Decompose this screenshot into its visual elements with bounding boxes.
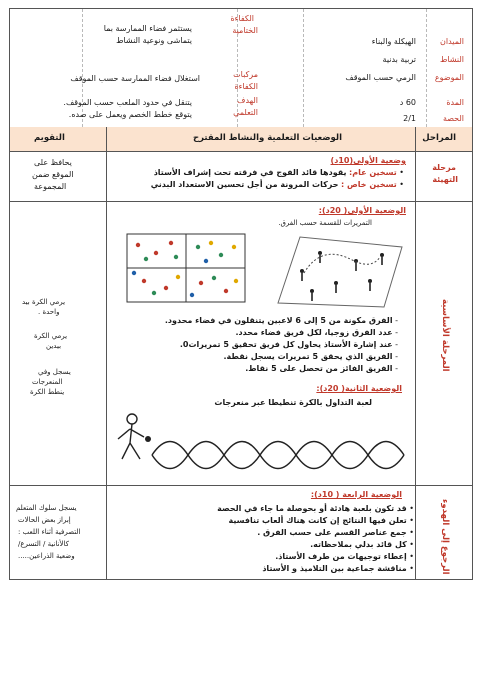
stages-header: المراحل <box>422 133 456 143</box>
warmup-general-text: يقودها قائد الفوج في فرقته تحت إشراف الأستاذ <box>153 168 347 177</box>
grid-field-illustration <box>126 233 248 305</box>
warmup-eval-2: الموقع ضمن <box>32 170 74 179</box>
situation4-bullet-6: • مناقشة جماعية بين التلاميذ و الأستاذ <box>262 564 414 573</box>
warmup-eval-1: يحافظ على <box>34 158 72 167</box>
competency-parts-value: استغلال فضاء الممارسة حسب الموقف <box>70 74 200 83</box>
lesson-sheet <box>9 8 473 580</box>
evaluation-header: التقويم <box>34 133 65 143</box>
situations-header: الوضعيات التعلمية والنشاط المقترح <box>192 133 342 143</box>
situation2-subtitle: لعبة التداول بالكرة تنطيطا عبر منعرجات <box>214 398 372 407</box>
situation1-bullet-3: - عند إشارة الأستاذ يحاول كل فريق تحقيق 5 تمريرات0. <box>179 340 398 349</box>
competency-final-value-2: يتماشى ونوعية النشاط <box>116 36 192 45</box>
situation4-bullet-5: • إعطاء توجيهات من طرف الأستاذ. <box>275 552 414 561</box>
situation1-eval-6: المنعرجات <box>32 378 63 386</box>
situation4-bullet-2: • تعلن فيها النتائج إن كانت هناك ألعاب تنافسية <box>228 516 414 525</box>
plan-table-header <box>10 127 472 152</box>
lesson-header <box>10 9 472 128</box>
competency-parts-label-2: الكفاءة <box>234 82 258 91</box>
situation1-eval-4: بيدين <box>46 342 62 350</box>
dribbling-zigzag-illustration <box>108 409 408 483</box>
learning-goal-value-1: يتنقل في حدود الملعب حسب الموقف. <box>63 98 192 107</box>
situation1-eval-3: يرمي الكرة <box>34 332 68 340</box>
learning-goal-label-2: التعلمي <box>233 108 258 117</box>
situation4-eval-3: التصرفية أثناء اللعب : <box>18 528 81 536</box>
stage-warmup-label-2: التهيئة <box>432 175 458 184</box>
players-passing-illustration <box>272 233 408 311</box>
learning-goal-value-2: يتوقع خطط الخصم ويعمل على صده. <box>68 110 192 119</box>
warmup-general-label: تسخين عام: <box>349 168 397 177</box>
situation4-bullet-1: • قد تكون بلعبة هادئة أو بحوصلة ما جاء في الحصة <box>217 504 414 513</box>
situation1-eval-1: يرمي الكرة بيد <box>22 298 66 306</box>
session-value: 2/1 <box>403 114 416 123</box>
topic-label: الموضوع <box>434 73 464 82</box>
activity-label: النشاط <box>439 55 464 64</box>
stage-calm-label: الرجوع إلى الهدوء <box>440 499 450 575</box>
warmup-general: • تسخين عام: يقودها قائد الفوج في فرقته تحت إشراف الأستاذ <box>153 168 404 177</box>
situation1-bullet-2: - عدد الفرق زوجيا، لكل فريق فضاء محدد. <box>235 328 398 337</box>
situation1-bullet-1: - الفرق مكونة من 5 إلى 6 لاعبين يتنقلون في فضاء محدود. <box>164 316 398 325</box>
warmup-title: وضعية الأولى(10د) <box>330 156 406 165</box>
session-label: الحصة <box>442 114 464 123</box>
field-value: الهيكلة والبناء <box>371 37 416 46</box>
situation4-eval-5: وضعية الذراعين..... <box>18 552 75 560</box>
competency-final-label-2: الختامية <box>232 26 258 35</box>
warmup-eval-3: المجموعة <box>34 182 67 191</box>
situation1-eval-7: ينطط الكرة <box>30 388 65 396</box>
duration-value: 60 د <box>399 98 416 107</box>
situation2-title: الوضعية الثانية( 20د): <box>316 384 402 393</box>
situation4-eval-1: يسجل سلوك المتعلم <box>16 504 77 512</box>
competency-final-value-1: يستثمر فضاء الممارسة بما <box>103 24 192 33</box>
warmup-special-label: تسخين خاص : <box>341 180 397 189</box>
situation1-eval-5: يسجل وفي <box>38 368 71 376</box>
competency-parts-label-1: مركبات <box>233 70 258 79</box>
competency-final-label-1: الكفاءة <box>230 14 254 23</box>
situation1-bullet-5: - الفريق الفائز من تحصل على 5 نقاط. <box>245 364 398 373</box>
learning-goal-label-1: الهدف <box>237 96 258 105</box>
activity-value: تربية بدنية <box>382 55 416 64</box>
situation4-eval-4: كالأنانية / التسرع/ <box>18 540 69 548</box>
stage-warmup-label-1: مرحلة <box>432 163 456 172</box>
situation1-bullet-4: - الفريق الذي يحقق 5 تمريرات يسجل نقطة. <box>223 352 398 361</box>
warmup-special: • تسخين خاص : حركات المرونة من أجل تحسين الاستعداد البدني <box>150 180 404 189</box>
situation4-eval-2: إبراز بعض الحالات <box>18 516 71 524</box>
situation1-eval-2: واحدة . <box>38 308 60 316</box>
situation1-subtitle: التمريرات للقسمة حسب الفرق. <box>278 219 372 227</box>
situation4-bullet-4: • كل قائد بدلي بملاحظاته. <box>310 540 414 549</box>
situation1-title: الوضعية الأولى( 20د): <box>318 206 406 215</box>
field-label: الميدان <box>440 37 464 46</box>
warmup-special-text: حركات المرونة من أجل تحسين الاستعداد البدني <box>150 180 339 189</box>
topic-value: الرمي حسب الموقف <box>345 73 416 82</box>
stage-main-label: المرحلة الأساسية <box>440 299 450 372</box>
situation4-title: الوضعية الرابعة ( 10د): <box>310 490 402 499</box>
duration-label: المدة <box>446 98 464 107</box>
situation4-bullet-3: • جمع عناصر القسم على حسب الفرق . <box>257 528 414 537</box>
